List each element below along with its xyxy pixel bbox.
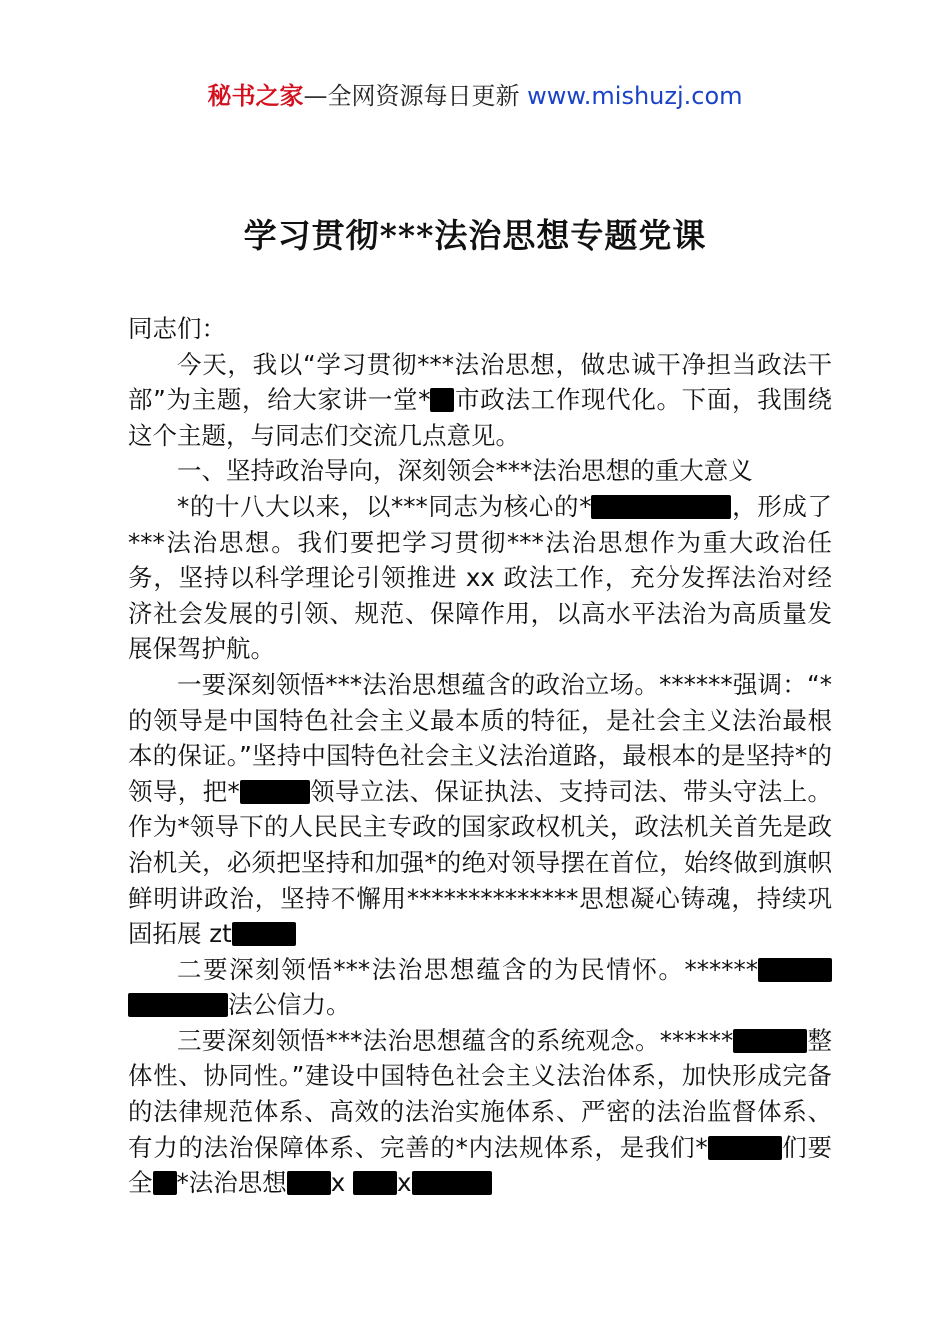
redaction-block: [412, 1171, 492, 1195]
redaction-block: [733, 1029, 807, 1053]
paragraph-3: [128, 667, 832, 952]
redaction-block: [128, 993, 228, 1017]
paragraph-3-text-b: 领导立法、保证执法、支持司法、带头守法上。作为*领导下的人民民主专政的国家政权机关，政法机关首先是政治机关，必须把坚持和加强*的绝对领导摆在首位，始终做到旗帜鲜明讲政治，坚持不懈用**************思想凝心铸魂，持续巩固拓展 zt: [128, 776, 833, 949]
redaction-block: [153, 1171, 177, 1195]
paragraph-4-text-b: 法公信力。: [228, 990, 351, 1020]
paragraph-2-text-b: ，形成了***法治思想。我们要把学习贯彻***法治思想作为重大政治任务，坚持以科学理论引领推进 xx 政法工作，充分发挥法治对经济社会发展的引领、规范、保障作用，以高水平法治为高质量发展保驾护航。: [128, 491, 833, 664]
paragraph-intro-text-b: 市政法工作现代化。下面，我围绕这个主题，与同志们交流几点意见。: [128, 385, 832, 450]
greeting: 同志们：: [128, 314, 226, 343]
redaction-block: [591, 495, 731, 519]
redaction-block: [708, 1136, 782, 1160]
paragraph-5: [128, 1023, 832, 1201]
site-brand: 秘书之家: [207, 82, 304, 110]
document-body: [128, 311, 832, 1201]
paragraph-4-text-a: 二要深刻领悟***法治思想蕴含的为民情怀。******: [177, 954, 758, 984]
paragraph-intro: [128, 347, 832, 454]
redaction-block: [430, 388, 454, 412]
section-heading-1: 一、坚持政治导向，深刻领会***法治思想的重大意义: [177, 456, 753, 486]
site-url-link[interactable]: www.mishuzj.com: [527, 82, 743, 110]
document-title: 学习贯彻***法治思想专题党课: [243, 216, 707, 255]
site-slogan: 全网资源每日更新: [327, 82, 520, 110]
redaction-block: [232, 922, 296, 946]
paragraph-5-text-d: *法治思想: [176, 1168, 287, 1198]
paragraph-intro-text-a: 今天，我以“学习贯彻***法治思想，做忠诚干净担当政法干部”为主题，给大家讲一堂*: [128, 349, 832, 415]
paragraph-2: [128, 489, 832, 667]
paragraph-5-text-f: x: [397, 1168, 412, 1198]
paragraph-3-text-a: 一要深刻领悟***法治思想蕴含的政治立场。******强调：“*的领导是中国特色社会主义最本质的特征，是社会主义法治最根本的保证。”坚持中国特色社会主义法治道路，最根本的是坚持*的领导，把*: [128, 669, 832, 806]
paragraph-5-text-c: 们要全: [128, 1132, 833, 1198]
site-banner: [0, 80, 950, 112]
paragraph-5-text-e: x: [330, 1168, 346, 1198]
paragraph-5-text-a: 三要深刻领悟***法治思想蕴含的系统观念。******: [177, 1025, 734, 1055]
redaction-block: [758, 958, 832, 982]
redaction-block: [240, 780, 310, 804]
redaction-block: [353, 1171, 397, 1195]
paragraph-5-text-b: 整体性、协同性。”建设中国特色社会主义法治体系，加快形成完备的法律规范体系、高效的法治实施体系、严密的法治监督体系、有力的法治保障体系、完善的*内法规体系，是我们*: [128, 1025, 833, 1162]
paragraph-2-text-a: *的十八大以来，以***同志为核心的*: [177, 491, 592, 521]
redaction-block: [287, 1171, 331, 1195]
banner-dash: —: [303, 82, 328, 110]
paragraph-4: [128, 952, 832, 1023]
